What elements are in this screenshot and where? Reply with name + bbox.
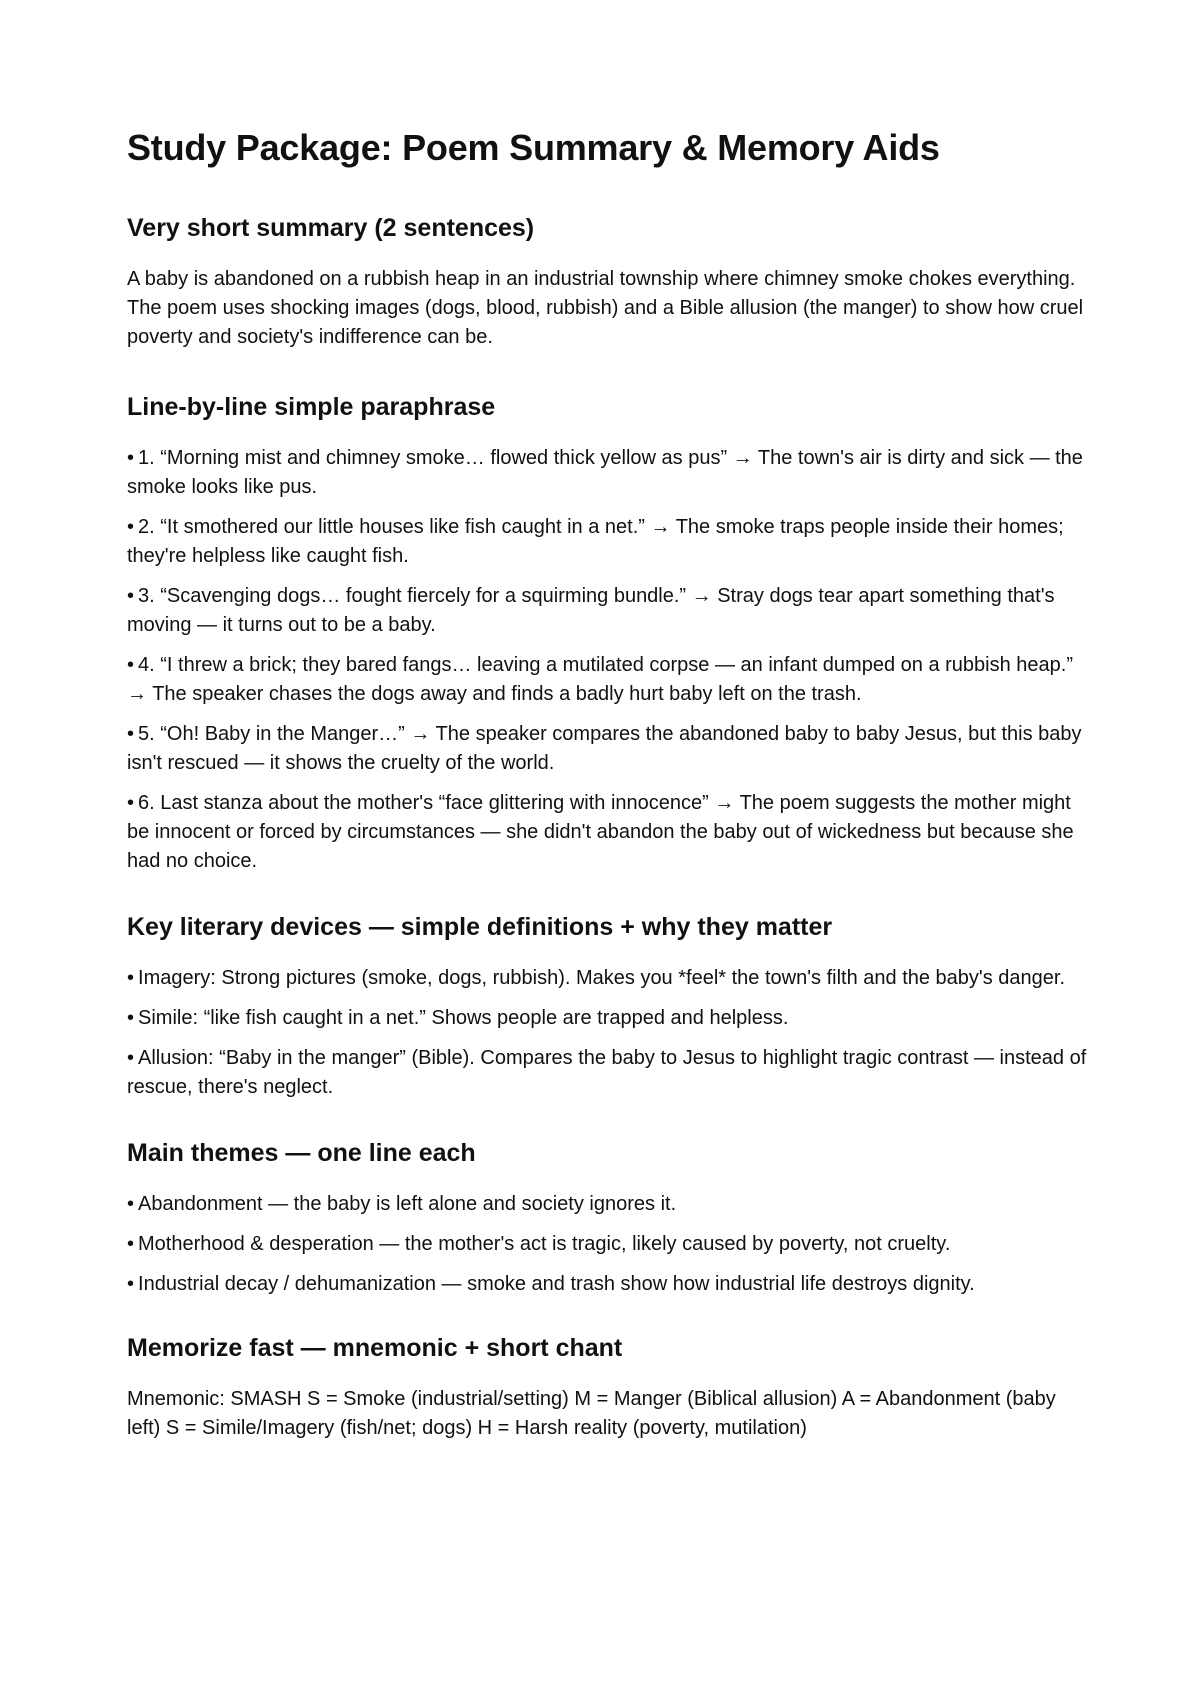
list-item <box>127 1270 1087 1299</box>
bullet-icon: • <box>127 1007 135 1030</box>
list-item <box>127 651 1087 709</box>
theme-industrial-decay: Industrial decay / dehumanization — smoke and trash show how industrial life destroys dignity. <box>138 1273 975 1296</box>
bullet-icon: • <box>127 792 135 815</box>
devices-section <box>127 912 1087 1102</box>
bullet-icon: • <box>127 516 135 539</box>
bullet-icon: • <box>127 585 135 608</box>
list-item <box>127 1004 1087 1033</box>
themes-section <box>127 1138 1087 1299</box>
memorize-heading: Memorize fast — mnemonic + short chant <box>127 1334 623 1363</box>
device-imagery: Imagery: Strong pictures (smoke, dogs, rubbish). Makes you *feel* the town's filth and the baby's danger. <box>138 967 1066 990</box>
bullet-icon: • <box>127 1047 135 1070</box>
paraphrase-line-4: 4. “I threw a brick; they bared fangs… leaving a mutilated corpse — an infant dumped on a rubbish heap.” → The speaker chases the dogs away and finds a badly hurt baby left on the trash. <box>127 654 1073 706</box>
paraphrase-line-5: 5. “Oh! Baby in the Manger…” → The speaker compares the abandoned baby to baby Jesus, but this baby isn't rescued — it shows the cruelty of the world. <box>127 723 1082 775</box>
mnemonic-text: Mnemonic: SMASH S = Smoke (industrial/setting) M = Manger (Biblical allusion) A = Abandonment (baby left) S = Simile/Imagery (fish/net; dogs) H = Harsh reality (poverty, mutilation) <box>127 1388 1056 1440</box>
summary-text: A baby is abandoned on a rubbish heap in an industrial township where chimney smoke chokes everything. The poem uses shocking images (dogs, blood, rubbish) and a Bible allusion (the manger) to show how cruel poverty and society's indifference can be. <box>127 268 1084 349</box>
paraphrase-line-2: 2. “It smothered our little houses like fish caught in a net.” → The smoke traps people inside their homes; they're helpless like caught fish. <box>127 516 1064 568</box>
bullet-icon: • <box>127 1233 135 1256</box>
theme-abandonment: Abandonment — the baby is left alone and society ignores it. <box>138 1193 677 1216</box>
list-item <box>127 720 1087 778</box>
themes-heading: Main themes — one line each <box>127 1139 476 1168</box>
list-item <box>127 789 1087 876</box>
list-item <box>127 1230 1087 1259</box>
paraphrase-line-6: 6. Last stanza about the mother's “face glittering with innocence” → The poem suggests the mother might be innocent or forced by circumstances — she didn't abandon the baby out of wickedness but because she had no choice. <box>127 792 1074 873</box>
bullet-icon: • <box>127 1273 135 1296</box>
paraphrase-heading: Line-by-line simple paraphrase <box>127 393 496 422</box>
device-simile: Simile: “like fish caught in a net.” Shows people are trapped and helpless. <box>138 1007 789 1030</box>
paraphrase-section <box>127 392 1087 876</box>
paraphrase-list <box>127 444 1087 876</box>
list-item <box>127 582 1087 640</box>
list-item <box>127 1044 1087 1102</box>
list-item <box>127 964 1087 993</box>
themes-list <box>127 1190 1087 1299</box>
bullet-icon: • <box>127 967 135 990</box>
devices-heading: Key literary devices — simple definitions + why they matter <box>127 913 833 942</box>
devices-list <box>127 964 1087 1102</box>
list-item <box>127 1190 1087 1219</box>
bullet-icon: • <box>127 723 135 746</box>
memorize-section <box>127 1333 1087 1443</box>
theme-motherhood: Motherhood & desperation — the mother's act is tragic, likely caused by poverty, not cruelty. <box>138 1233 951 1256</box>
document-page <box>127 126 1087 1477</box>
page-title: Study Package: Poem Summary & Memory Aids <box>127 127 940 168</box>
list-item <box>127 444 1087 502</box>
summary-heading: Very short summary (2 sentences) <box>127 214 535 243</box>
bullet-icon: • <box>127 1193 135 1216</box>
paraphrase-line-1: 1. “Morning mist and chimney smoke… flowed thick yellow as pus” → The town's air is dirty and sick — the smoke looks like pus. <box>127 447 1083 499</box>
bullet-icon: • <box>127 654 135 677</box>
list-item <box>127 513 1087 571</box>
bullet-icon: • <box>127 447 135 470</box>
paraphrase-line-3: 3. “Scavenging dogs… fought fiercely for a squirming bundle.” → Stray dogs tear apart something that's moving — it turns out to be a baby. <box>127 585 1055 637</box>
device-allusion: Allusion: “Baby in the manger” (Bible). Compares the baby to Jesus to highlight tragic contrast — instead of rescue, there's neglect. <box>127 1047 1087 1099</box>
summary-section <box>127 213 1087 352</box>
